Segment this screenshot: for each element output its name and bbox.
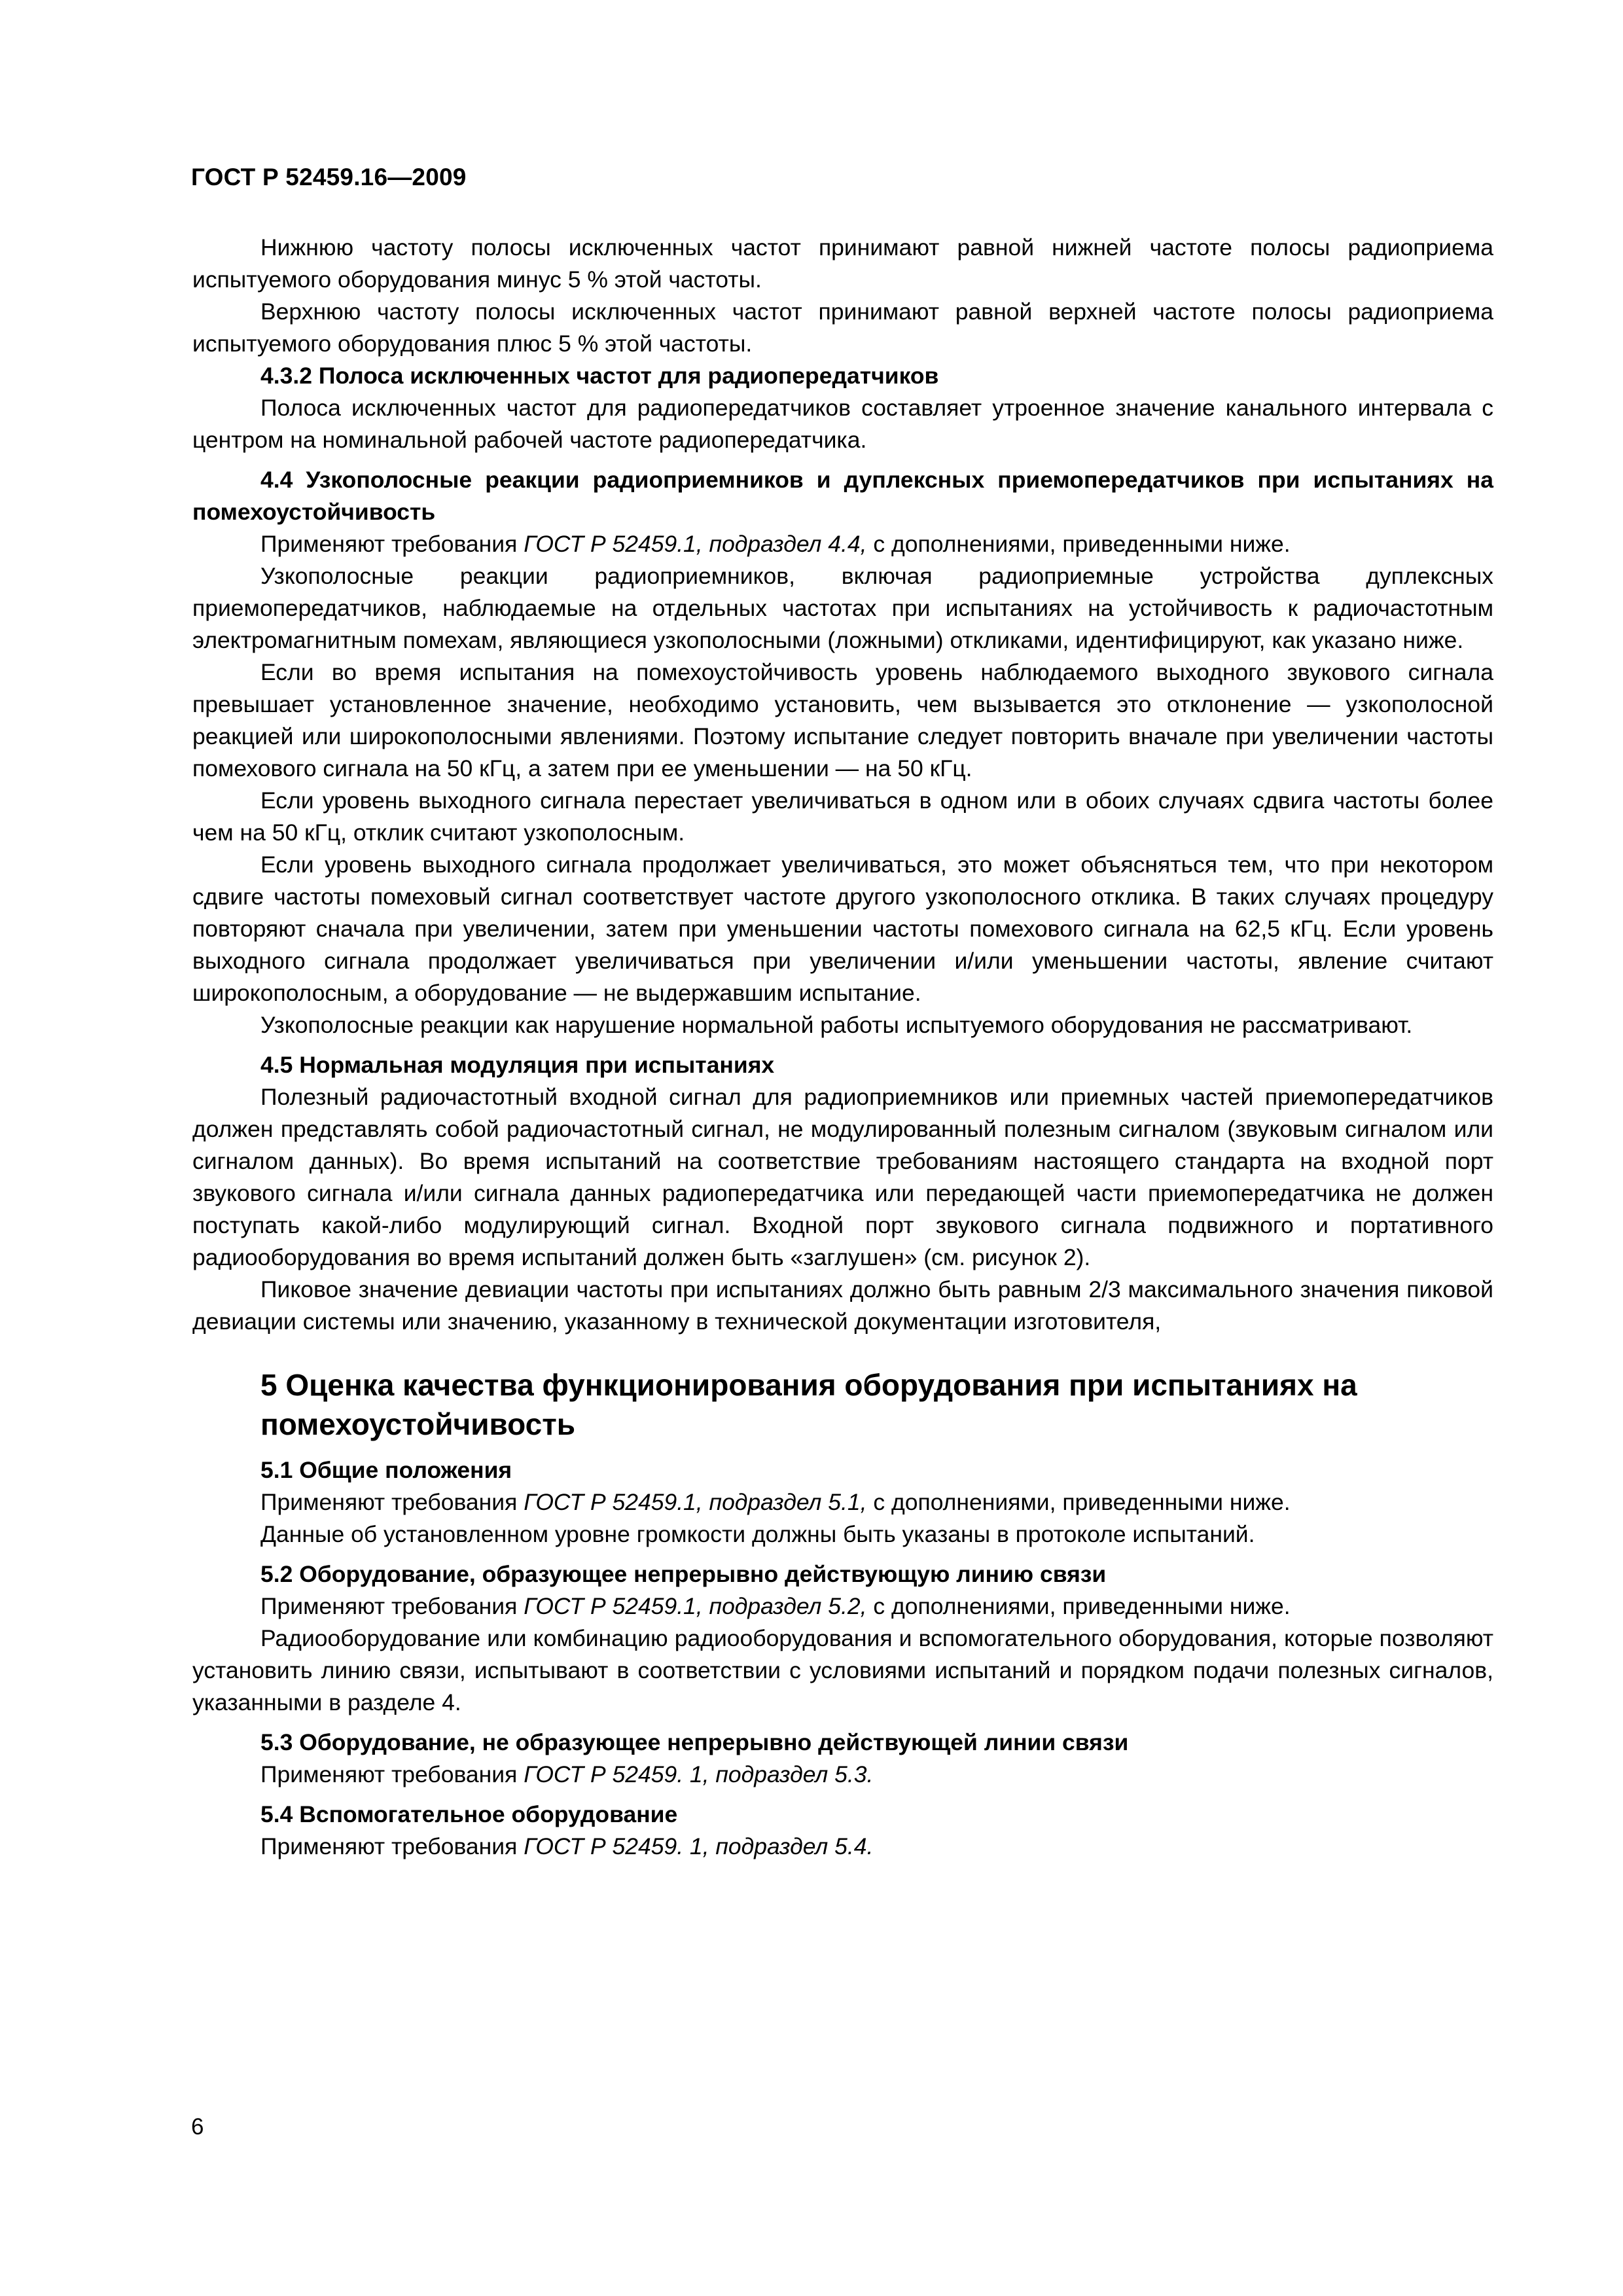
standard-reference: ГОСТ Р 52459.1, подраздел 5.1, (524, 1489, 867, 1515)
paragraph: Если уровень выходного сигнала перестает увеличиваться в одном или в обоих случаях сдвига частоты более чем на 50 кГц, отклик считают узкополосным. (192, 787, 1493, 846)
subsection-heading-4-5: 4.5 Нормальная модуляция при испытаниях (260, 1052, 775, 1078)
paragraph: Радиооборудование или комбинацию радиооборудования и вспомогательного оборудования, которые позволяют установить линию связи, испытывают в соответствии с условиями испытаний и порядком подачи полезных сигналов, указанными в разделе 4. (192, 1625, 1493, 1715)
paragraph: Применяют требования ГОСТ Р 52459.1, подраздел 5.2, с дополнениями, приведенными ниже. (260, 1593, 1291, 1619)
subsection-heading-4-3-2: 4.3.2 Полоса исключенных частот для радиопередатчиков (260, 363, 939, 389)
standard-reference: ГОСТ Р 52459.1, подраздел 4.4, (524, 531, 867, 557)
paragraph: Узкополосные реакции радиоприемников, включая радиоприемные устройства дуплексных приемопередатчиков, наблюдаемые на отдельных частотах при испытаниях на устойчивость к радиочастотным электромагнитным помехам, являющиеся узкополосными (ложными) откликами, идентифицируют, как указано ниже. (192, 563, 1493, 653)
paragraph: Применяют требования ГОСТ Р 52459. 1, подраздел 5.3. (260, 1761, 874, 1787)
paragraph: Если уровень выходного сигнала продолжает увеличиваться, это может объясняться тем, что при некотором сдвиге частоты помеховый сигнал соответствует частоте другого узкополосного отклика. В таких случаях процедуру повторяют сначала при увеличении, затем при уменьшении частоты помехового сигнала на 62,5 кГц. Если уровень выходного сигнала продолжает увеличиваться при увеличении и/или уменьшении частоты, явление считают широкополосным, а оборудование — не выдержавшим испытание. (192, 852, 1493, 1006)
paragraph: Применяют требования ГОСТ Р 52459. 1, подраздел 5.4. (260, 1833, 874, 1859)
page-number: 6 (191, 2114, 204, 2140)
subsection-heading-5-3: 5.3 Оборудование, не образующее непрерывно действующей линии связи (260, 1729, 1129, 1755)
paragraph: Нижнюю частоту полосы исключенных частот принимают равной нижней частоте полосы радиоприема испытуемого оборудования минус 5 % этой частоты. (192, 234, 1493, 293)
paragraph: Пиковое значение девиации частоты при испытаниях должно быть равным 2/3 максимального значения пиковой девиации системы или значению, указанному в технической документации изготовителя, (192, 1276, 1493, 1335)
paragraph: Верхнюю частоту полосы исключенных частот принимают равной верхней частоте полосы радиоприема испытуемого оборудования плюс 5 % этой частоты. (192, 298, 1493, 357)
standard-reference: ГОСТ Р 52459.1, подраздел 5.2, (524, 1593, 867, 1619)
document-header: ГОСТ Р 52459.16—2009 (191, 164, 467, 190)
standard-reference: ГОСТ Р 52459. 1, подраздел 5.4. (524, 1833, 874, 1859)
paragraph: Полезный радиочастотный входной сигнал для радиоприемников или приемных частей приемопередатчиков должен представлять собой радиочастотный сигнал, не модулированный полезным сигналом (звуковым сигналом или сигналом данных). Во время испытаний на соответствие требованиям настоящего стандарта на входной порт звукового сигнала и/или сигнала данных радиопередатчика или передающей части приемопередатчика не должен поступать какой-либо модулирующий сигнал. Входной порт звукового сигнала подвижного и портативного радиооборудования во время испытаний должен быть «заглушен» (см. рисунок 2). (192, 1084, 1493, 1270)
subsection-heading-4-4: 4.4 Узкополосные реакции радиоприемников и дуплексных приемопередатчиков при испытаниях на помехоустойчивость (192, 467, 1493, 525)
subsection-heading-5-4: 5.4 Вспомогательное оборудование (260, 1801, 678, 1827)
paragraph: Применяют требования ГОСТ Р 52459.1, подраздел 4.4, с дополнениями, приведенными ниже. (260, 531, 1291, 557)
paragraph: Данные об установленном уровне громкости должны быть указаны в протоколе испытаний. (260, 1521, 1255, 1547)
section-heading-5: 5 Оценка качества функционирования оборудования при испытаниях на помехоустойчивость (260, 1368, 1357, 1441)
standard-reference: ГОСТ Р 52459. 1, подраздел 5.3. (524, 1761, 874, 1787)
paragraph: Полоса исключенных частот для радиопередатчиков составляет утроенное значение канального интервала с центром на номинальной рабочей частоте радиопередатчика. (192, 395, 1493, 453)
document-body (192, 232, 1493, 1863)
paragraph: Узкополосные реакции как нарушение нормальной работы испытуемого оборудования не рассматривают. (260, 1012, 1413, 1038)
paragraph: Применяют требования ГОСТ Р 52459.1, подраздел 5.1, с дополнениями, приведенными ниже. (260, 1489, 1291, 1515)
paragraph: Если во время испытания на помехоустойчивость уровень наблюдаемого выходного звукового сигнала превышает установленное значение, необходимо установить, чем вызывается это отклонение — узкополосной реакцией или широкополосными явлениями. Поэтому испытание следует повторить вначале при увеличении частоты помехового сигнала на 50 кГц, а затем при ее уменьшении — на 50 кГц. (192, 659, 1493, 781)
subsection-heading-5-1: 5.1 Общие положения (260, 1457, 512, 1483)
subsection-heading-5-2: 5.2 Оборудование, образующее непрерывно действующую линию связи (260, 1561, 1107, 1587)
